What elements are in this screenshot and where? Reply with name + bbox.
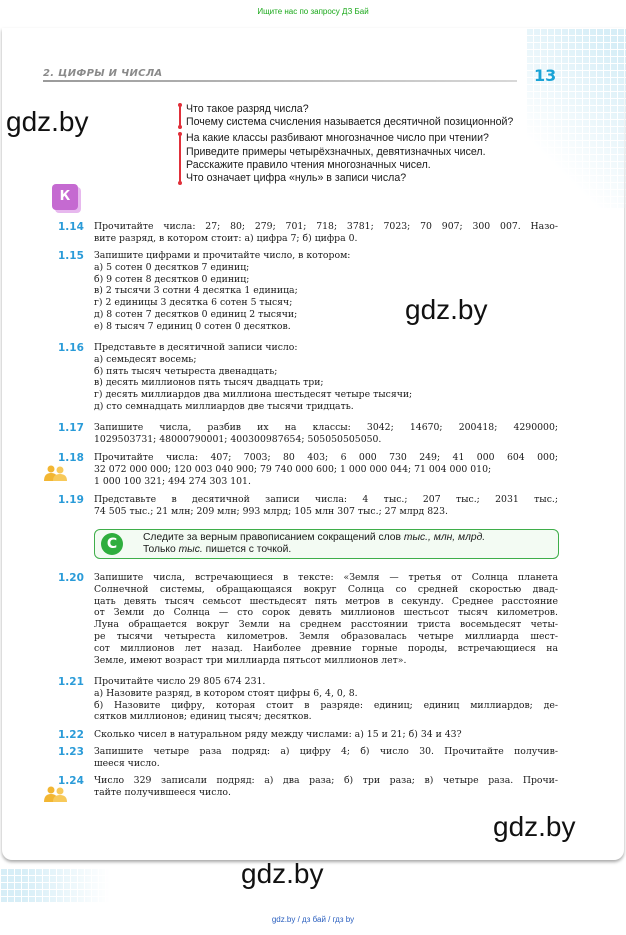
section-title: 2. ЦИФРЫ И ЧИСЛА <box>43 68 163 79</box>
text-line: в) 2 тысячи 3 сотни 4 десятка 1 единица; <box>94 285 298 297</box>
notice-text <box>143 532 553 556</box>
text-line: Представьте в десятичной записи числа: 4 тыс.; 207 тыс.; 2031 тыс.; <box>94 494 558 505</box>
text-line: г) десять миллиардов два миллиона шестьдесят четыре тысячи; <box>94 389 413 401</box>
exercise-text <box>94 572 558 666</box>
bottom-links[interactable]: gdz.by / дз бай / гдз by <box>271 915 355 924</box>
text-line: д) сто семнадцать миллиардов две тысячи тридцать. <box>94 400 354 412</box>
text-line: от Земли до Солнца — сто сорок девять миллионов шестьсот тысяч километров. <box>94 607 558 619</box>
text-line: Солнечной системы, обращающаяся вокруг Солнца со средней скоростью двад- <box>94 583 558 595</box>
exercise-text <box>94 250 558 333</box>
text-line: 1029503731; 48000790001; 400300987654; 505050505050. <box>94 433 382 445</box>
mosaic-decoration-bottom-left <box>0 868 110 902</box>
notice-text-part: пишется с точкой. <box>202 544 292 555</box>
exercise-number: 1.22 <box>58 729 84 741</box>
exercise-text <box>94 452 558 487</box>
exercise-number: 1.14 <box>58 221 84 233</box>
question-line: Почему система счисления называется десятичной позиционной? <box>186 116 514 129</box>
text-line: 32 072 000 000; 120 003 040 900; 79 740 000 600; 1 000 000 044; 71 004 000 010; <box>94 463 492 475</box>
text-line: е) 8 тысяч 7 единиц 0 сотен 0 десятков. <box>94 320 291 332</box>
text-line: цать девять тысяч семьсот шестьдесят пять метров в секунду. Среднее расстояние <box>94 595 558 607</box>
notice-icon: С <box>101 533 123 555</box>
text-line: ре тысячи четыреста километров. Земля образовалась четыре миллиарда шест- <box>94 630 558 642</box>
text-line: шееся число. <box>94 757 160 769</box>
exercise-text <box>94 676 558 723</box>
review-questions <box>178 103 578 188</box>
text-line: Сколько чисел в натуральном ряду между числами: а) 15 и 21; б) 34 и 43? <box>94 729 462 740</box>
watermark-4: gdz.by <box>241 858 324 889</box>
text-line: сот миллионов лет назад. Наиболее древние горные породы, встречающиеся на <box>94 642 558 654</box>
red-dot-marker <box>178 125 182 129</box>
text-line: сятков миллионов; единиц тысяч; десятков. <box>94 711 312 723</box>
text-line: Луна обращается вокруг Земли на среднем расстоянии триста восемьдесят четы- <box>94 619 558 631</box>
text-line: а) 5 сотен 0 десятков 7 единиц; <box>94 261 250 273</box>
notice-text-italic: тыс., млн, млрд. <box>403 532 486 543</box>
exercise-text <box>94 494 558 518</box>
text-line: Прочитайте числа: 407; 7003; 80 403; 6 000 730 249; 41 000 604 000; <box>94 452 558 463</box>
question-line: Что такое разряд числа? <box>186 103 309 115</box>
question-line: Приведите примеры четырёхзначных, девятизначных чисел. <box>186 145 486 158</box>
notice-text-italic: тыс. <box>178 544 203 555</box>
pair-work-icon <box>43 465 69 481</box>
text-line: Запишите четыре раза подряд: а) цифру 4; б) число 30. Прочитайте получив- <box>94 746 558 757</box>
text-line: Прочитайте число 29 805 674 231. <box>94 676 266 687</box>
exercise-number: 1.17 <box>58 422 84 434</box>
question-line: Расскажите правило чтения многозначных чисел. <box>186 158 431 171</box>
exercise-text <box>94 746 558 770</box>
question-group-2 <box>178 132 578 185</box>
text-line: г) 2 единицы 3 десятка 6 сотен 5 тысяч; <box>94 297 293 309</box>
watermark-2: gdz.by <box>405 294 488 325</box>
question-group-1 <box>178 103 578 129</box>
watermark-1: gdz.by <box>6 106 89 137</box>
question-line: На какие классы разбивают многозначное число при чтении? <box>186 132 489 145</box>
question-line: Что означает цифра «нуль» в записи числа? <box>186 172 407 185</box>
text-line: Запишите цифрами и прочитайте число, в котором: <box>94 250 351 261</box>
text-line: тайте получившееся число. <box>94 786 231 798</box>
text-line: Прочитайте числа: 27; 80; 279; 701; 718; 3781; 7023; 70 907; 300 007. Назо- <box>94 221 558 232</box>
text-line: Земле, имеют возраст три миллиарда пятьсот миллионов лет». <box>94 654 407 666</box>
header-rule <box>43 80 517 82</box>
k-badge-icon: К <box>52 184 78 210</box>
exercise-text <box>94 221 558 245</box>
notice-text-part: Только <box>143 544 179 555</box>
exercise-number: 1.16 <box>58 342 84 354</box>
text-line: б) 9 сотен 8 десятков 0 единиц; <box>94 273 250 285</box>
page-number: 13 <box>534 66 557 85</box>
text-line: 74 505 тыс.; 21 млн; 209 млн; 993 млрд; 105 млн 307 тыс.; 27 млрд 823. <box>94 505 448 517</box>
exercise-text <box>94 422 558 446</box>
red-dot-marker <box>178 103 182 107</box>
red-dot-marker <box>178 181 182 185</box>
text-line: Запишите числа, встречающиеся в тексте: «Земля — третья от Солнца планета <box>94 572 558 583</box>
text-line: а) Назовите разряд, в котором стоят цифры 6, 4, 0, 8. <box>94 687 358 699</box>
text-line: а) семьдесят восемь; <box>94 353 197 365</box>
text-line: Число 329 записали подряд: а) два раза; б) три раза; в) четыре раза. Прочи- <box>94 775 558 786</box>
exercise-number: 1.19 <box>58 494 84 506</box>
exercise-number: 1.21 <box>58 676 84 688</box>
exercise-number: 1.23 <box>58 746 84 758</box>
notice-text-part: Следите за верным правописанием сокращений слов <box>143 532 404 543</box>
text-line: вите разряд, в котором стоит: а) цифра 7; б) цифра 0. <box>94 232 358 244</box>
text-line: д) 8 сотен 7 десятков 0 единиц 2 тысячи; <box>94 308 298 320</box>
text-line: в) десять миллионов пять тысяч двадцать три; <box>94 377 324 389</box>
exercise-number: 1.20 <box>58 572 84 584</box>
top-link[interactable]: Ищите нас по запросу ДЗ Бай <box>257 7 369 16</box>
spelling-notice <box>94 529 559 559</box>
exercise-text <box>94 342 558 413</box>
text-line: б) Назовите цифру, которая стоит в разряде: единиц; единиц миллиардов; де- <box>94 699 558 711</box>
exercise-number: 1.15 <box>58 250 84 262</box>
red-dot-marker <box>178 132 182 136</box>
text-line: 1 000 100 321; 494 274 303 101. <box>94 475 251 487</box>
exercise-text <box>94 775 558 799</box>
watermark-3: gdz.by <box>493 811 576 842</box>
exercise-number: 1.24 <box>58 775 84 787</box>
text-line: Представьте в десятичной записи число: <box>94 342 298 353</box>
exercise-number: 1.18 <box>58 452 84 464</box>
pair-work-icon <box>43 786 69 802</box>
text-line: Запишите числа, разбив их на классы: 3042; 14670; 200418; 4290000; <box>94 422 558 433</box>
exercise-text <box>94 729 558 741</box>
text-line: б) пять тысяч четыреста двенадцать; <box>94 365 278 377</box>
